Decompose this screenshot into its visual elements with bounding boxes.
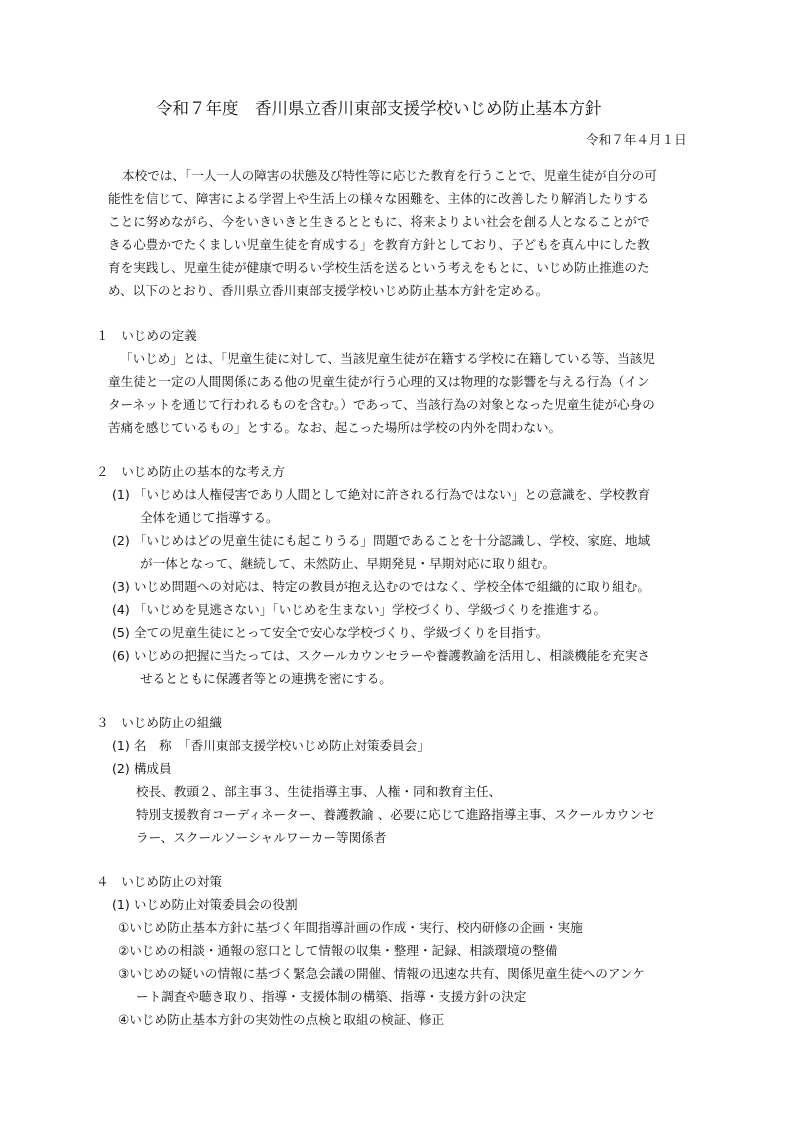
section-2-item-cont: 全体を通じて指導する。 xyxy=(140,510,279,525)
intro-line: きる心豊かでたくましい児童生徒を育成する」を教育方針としており、子どもを真ん中にした教 xyxy=(108,237,650,252)
section-2-item: (2) 「いじめはどの児童生徒にも起こりうる」問題であることを十分認識し、学校、家庭、地域 xyxy=(112,533,651,548)
section-3-members: ラー、スクールソーシャルワーカー等関係者 xyxy=(136,830,387,845)
section-1-line: 苦痛を感じているもの」とする。なお、起こった場所は学校の内外を問わない。 xyxy=(108,420,562,435)
section-2-item-cont: せるとともに保護者等との連携を密にする。 xyxy=(140,671,392,686)
section-3-members: 校長、教頭２、部主事３、生徒指導主事、人権・同和教育主任、 xyxy=(136,784,502,799)
section-1-line: ターネットを通じて行われるものを含む。）であって、当該行為の対象となった児童生徒が心身の xyxy=(108,397,655,412)
document-date: 令和７年４月１日 xyxy=(586,132,687,147)
section-4-role: ①いじめ防止基本方針に基づく年間指導計画の作成・実行、校内研修の企画・実施 xyxy=(118,920,583,935)
section-3-members: 特別支援教育コーディネーター、養護教諭 、必要に応じて進路指導主事、スクールカウンセ xyxy=(136,807,655,822)
section-2-item: (5) 全ての児童生徒にとって安全で安心な学校づくり、学級づくりを目指す。 xyxy=(112,625,549,640)
section-4-line: (1) いじめ防止対策委員会の役割 xyxy=(112,897,298,912)
section-2-item: (6) いじめの把握に当たっては、スクールカウンセラーや養護教諭を活用し、相談機能を充実さ xyxy=(112,648,650,663)
intro-line: め、以下のとおり、香川県立香川東部支援学校いじめ防止基本方針を定める。 xyxy=(108,283,549,298)
section-4-role: ④いじめ防止基本方針の実効性の点検と取組の検証、修正 xyxy=(118,1012,445,1027)
section-3-line: (1) 名 称 「香川東部支援学校いじめ防止対策委員会」 xyxy=(112,738,430,753)
section-4-role: ②いじめの相談・通報の窓口として情報の収集・整理・記録、相談環境の整備 xyxy=(118,943,558,958)
document-title: 令和７年度 香川県立香川東部支援学校いじめ防止基本方針 xyxy=(156,99,602,118)
section-4-heading: ４ いじめ防止の対策 xyxy=(96,874,222,889)
section-3-heading: ３ いじめ防止の組織 xyxy=(96,715,222,730)
section-4-role: ③いじめの疑いの情報に基づく緊急会議の開催、情報の迅速な共有、関係児童生徒へのアンケ xyxy=(118,966,645,981)
intro-line: ことに努めながら、今をいきいきと生きるとともに、将来よりよい社会を創る人となることがで xyxy=(108,214,650,229)
section-4-role-cont: ート調査や聴き取り、指導・支援体制の構築、指導・支援方針の決定 xyxy=(136,989,527,1004)
section-1-heading: １ いじめの定義 xyxy=(96,328,197,343)
intro-line: 本校では、「一人一人の障害の状態及び特性等に応じた教育を行うことで、児童生徒が自分の可 xyxy=(122,168,657,183)
section-2-item: (3) いじめ問題への対応は、特定の教員が抱え込むのではなく、学校全体で組織的に取り組む。 xyxy=(112,579,650,594)
section-2-item-cont: が一体となって、継続して、未然防止、早期発見・早期対応に取り組む。 xyxy=(140,556,556,571)
section-1-line: 「いじめ」とは、「児童生徒に対して、当該児童生徒が在籍する学校に在籍している等、当該児 xyxy=(120,351,655,366)
section-2-item: (1) 「いじめは人権侵害であり人間として絶対に許される行為ではない」との意識を、学校教育 xyxy=(112,487,651,502)
section-2-heading: ２ いじめ防止の基本的な考え方 xyxy=(96,464,285,479)
section-1-line: 童生徒と一定の人間関係にある他の児童生徒が行う心理的又は物理的な影響を与える行為（イン xyxy=(108,374,650,389)
intro-line: 能性を信じて、障害による学習上や生活上の様々な困難を、主体的に改善したり解消したりする xyxy=(108,191,650,206)
intro-line: 育を実践し、児童生徒が健康で明るい学校生活を送るという考えをもとに、いじめ防止推進のた xyxy=(108,260,650,275)
section-2-item: (4) 「いじめを見逃さない」「いじめを生まない」学校づくり、学級づくりを推進する。 xyxy=(112,602,607,617)
section-3-line: (2) 構成員 xyxy=(112,761,172,776)
